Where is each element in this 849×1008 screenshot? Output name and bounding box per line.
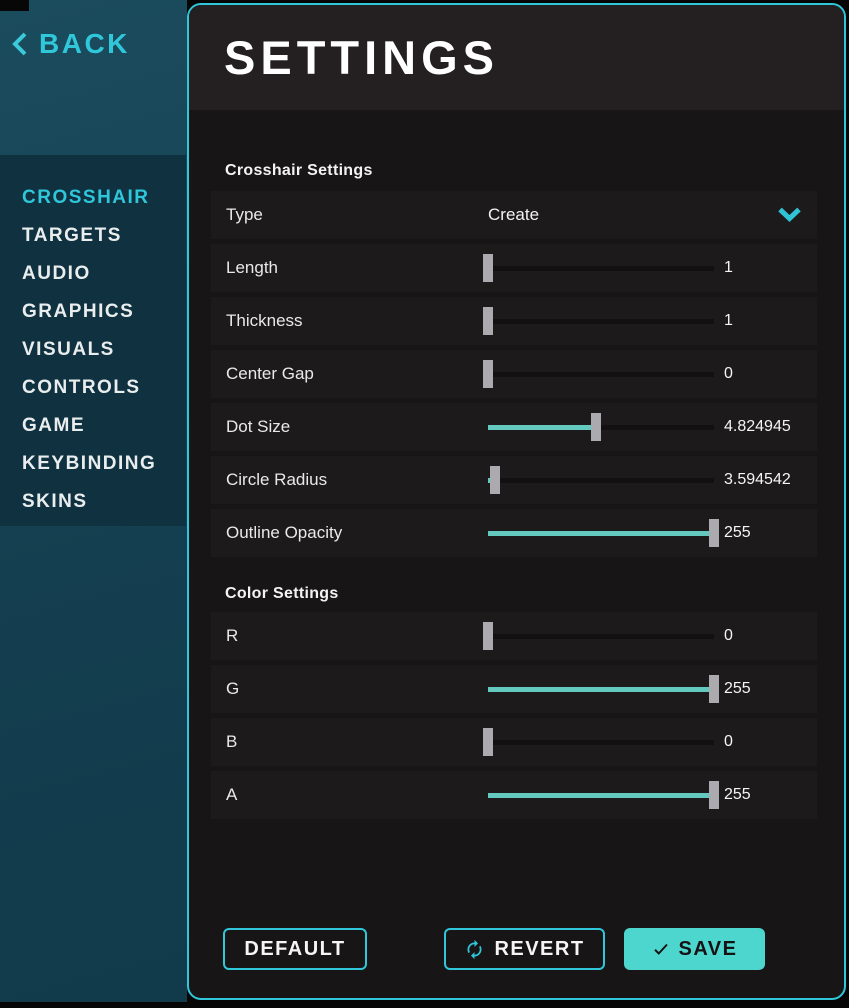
slider-thumb[interactable] <box>709 675 719 703</box>
slider-row <box>211 350 817 398</box>
dropdown-row[interactable] <box>211 191 817 239</box>
row-label: A <box>226 785 238 804</box>
slider-row <box>211 612 817 660</box>
row-label: G <box>226 679 240 698</box>
slider-row <box>211 403 817 451</box>
slider-track[interactable] <box>488 425 714 430</box>
slider-fill <box>488 425 596 430</box>
slider-value: 1 <box>724 312 733 329</box>
sidebar-menu <box>0 155 186 526</box>
refresh-icon <box>464 939 485 960</box>
slider-track[interactable] <box>488 319 714 324</box>
sidebar-item-targets[interactable]: TARGETS <box>22 225 122 246</box>
row-label: Outline Opacity <box>226 523 343 542</box>
slider-fill <box>488 793 714 798</box>
slider-thumb[interactable] <box>483 622 493 650</box>
slider-thumb[interactable] <box>483 728 493 756</box>
slider-value: 0 <box>724 733 733 750</box>
slider-row <box>211 771 817 819</box>
section-title: Color Settings <box>225 585 339 602</box>
row-label: Dot Size <box>226 417 291 436</box>
slider-track[interactable] <box>488 687 714 692</box>
action-buttons <box>189 928 844 970</box>
dropdown-value: Create <box>488 205 540 224</box>
row-label: Circle Radius <box>226 470 328 489</box>
row-label: Center Gap <box>226 364 314 383</box>
slider-row <box>211 665 817 713</box>
slider-value: 0 <box>724 365 733 382</box>
slider-value: 255 <box>724 786 751 803</box>
slider-row <box>211 456 817 504</box>
slider-thumb[interactable] <box>591 413 601 441</box>
row-label: Type <box>226 205 263 224</box>
sidebar-item-graphics[interactable]: GRAPHICS <box>22 301 135 322</box>
sidebar-item-game[interactable]: GAME <box>22 415 85 436</box>
section-title: Crosshair Settings <box>225 162 373 179</box>
slider-value: 3.594542 <box>724 471 791 488</box>
save-button-label: SAVE <box>678 937 738 960</box>
page-title: SETTINGS <box>224 31 500 84</box>
chevron-left-icon <box>9 30 31 58</box>
chevron-down-icon[interactable] <box>777 208 802 223</box>
slider-thumb[interactable] <box>709 781 719 809</box>
slider-thumb[interactable] <box>709 519 719 547</box>
sidebar-item-skins[interactable]: SKINS <box>22 491 88 512</box>
save-button[interactable] <box>624 928 765 970</box>
back-button[interactable] <box>9 28 130 60</box>
slider-value: 255 <box>724 680 751 697</box>
back-label: BACK <box>39 28 130 59</box>
slider-track[interactable] <box>488 634 714 639</box>
slider-value: 4.824945 <box>724 418 791 435</box>
slider-track[interactable] <box>488 793 714 798</box>
slider-track[interactable] <box>488 372 714 377</box>
sidebar-item-keybinding[interactable]: KEYBINDING <box>22 453 157 474</box>
row-label: B <box>226 732 238 751</box>
revert-button[interactable] <box>444 928 605 970</box>
row-label: Thickness <box>226 311 303 330</box>
panel-header <box>189 5 844 110</box>
sidebar-item-controls[interactable]: CONTROLS <box>22 377 141 398</box>
slider-value: 0 <box>724 627 733 644</box>
revert-button-label: REVERT <box>494 937 585 960</box>
slider-row <box>211 244 817 292</box>
slider-row <box>211 718 817 766</box>
settings-sections <box>189 162 844 819</box>
settings-panel <box>187 3 846 1000</box>
default-button-label: DEFAULT <box>244 937 346 960</box>
sidebar-item-audio[interactable]: AUDIO <box>22 263 91 284</box>
slider-track[interactable] <box>488 531 714 536</box>
slider-value: 1 <box>724 259 733 276</box>
slider-thumb[interactable] <box>483 360 493 388</box>
check-icon <box>652 940 670 958</box>
slider-track[interactable] <box>488 740 714 745</box>
slider-track[interactable] <box>488 266 714 271</box>
slider-value: 255 <box>724 524 751 541</box>
slider-row <box>211 297 817 345</box>
row-label: Length <box>226 258 278 277</box>
corner-notch <box>0 0 29 11</box>
sidebar-item-visuals[interactable]: VISUALS <box>22 339 115 360</box>
sidebar-item-crosshair[interactable]: CROSSHAIR <box>22 187 150 208</box>
slider-fill <box>488 687 714 692</box>
row-label: R <box>226 626 239 645</box>
slider-thumb[interactable] <box>483 254 493 282</box>
slider-thumb[interactable] <box>490 466 500 494</box>
slider-row <box>211 509 817 557</box>
slider-thumb[interactable] <box>483 307 493 335</box>
slider-track[interactable] <box>488 478 714 483</box>
default-button[interactable] <box>223 928 367 970</box>
slider-fill <box>488 531 714 536</box>
